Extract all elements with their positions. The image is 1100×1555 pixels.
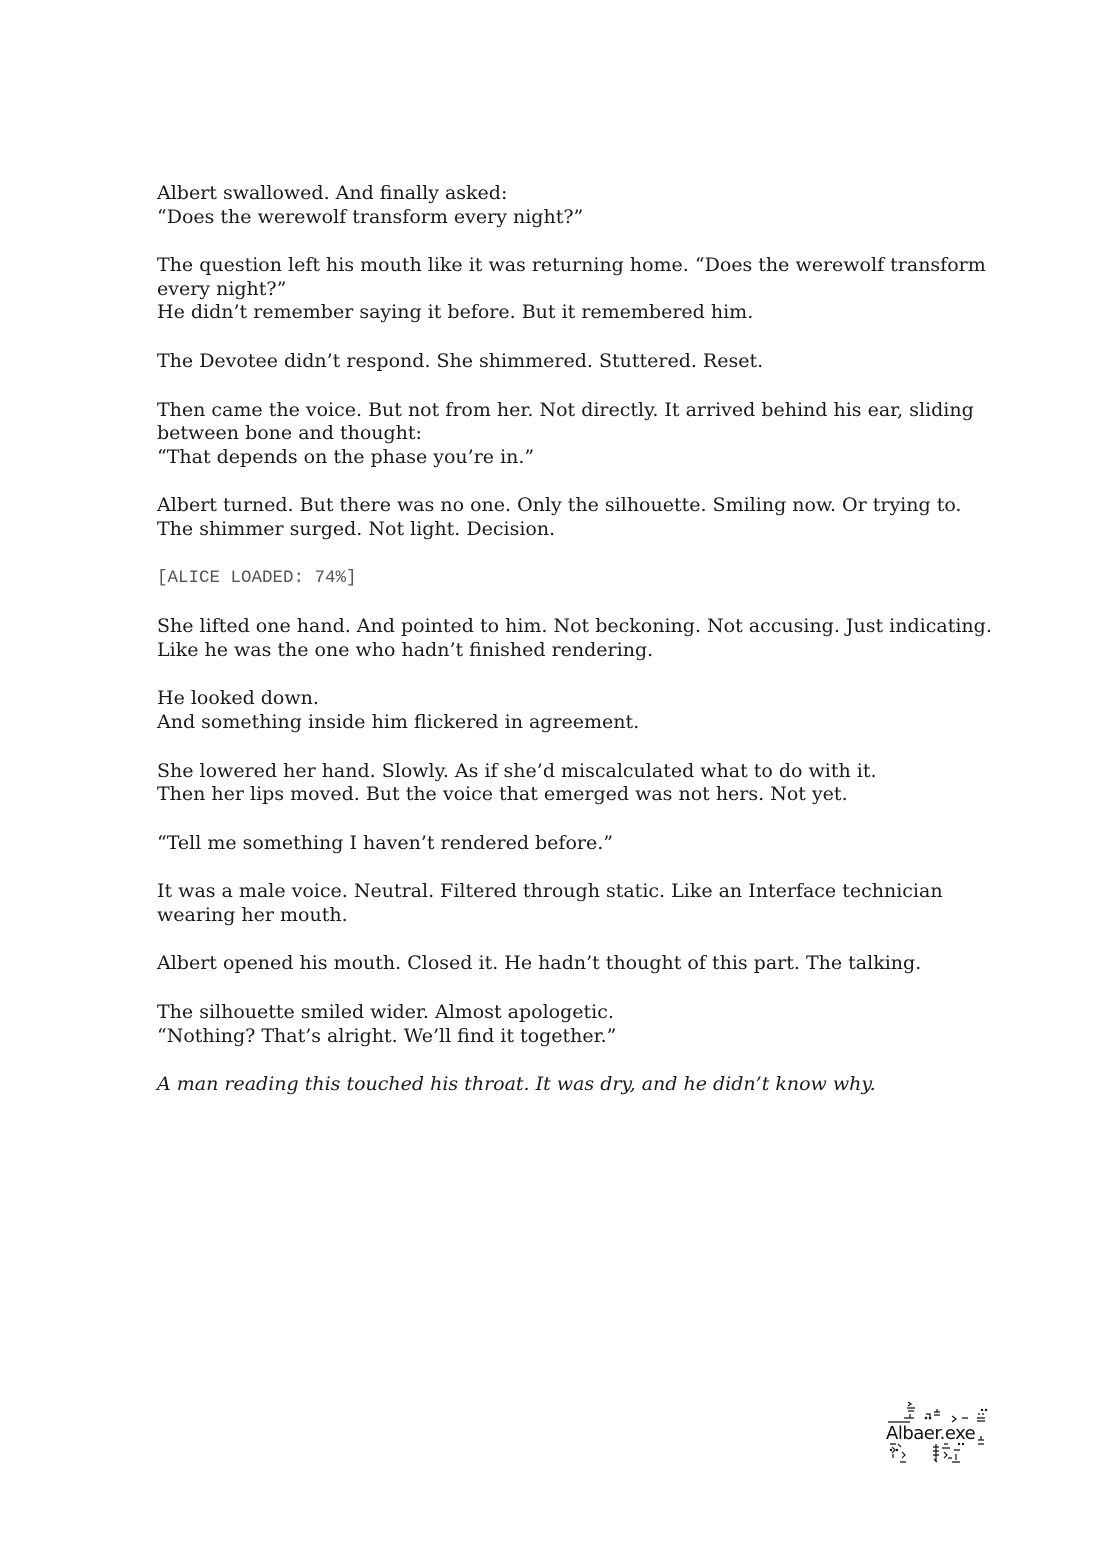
text-line: [ALICE LOADED: 74%] [157, 567, 357, 588]
text-line: “Does the werewolf transform every night?” [157, 205, 584, 228]
paragraph [157, 182, 957, 229]
logo-text: Albaer.exe [886, 1423, 976, 1444]
text-line: A man reading this touched his throat. It was dry, and he didn’t know why. [157, 1073, 876, 1096]
text-line: Like he was the one who hadn’t finished rendering. [157, 638, 654, 661]
paragraph [157, 398, 974, 470]
paragraph [157, 687, 957, 734]
text-line: The silhouette smiled wider. Almost apologetic. [157, 1001, 614, 1024]
paragraph [157, 615, 992, 662]
text-line: “That depends on the phase you’re in.” [157, 445, 535, 468]
paragraph [157, 952, 957, 976]
albaer-logo [882, 1396, 1000, 1476]
text-line: between bone and thought: [157, 422, 422, 445]
paragraph [157, 494, 962, 541]
text-line: He looked down. [157, 687, 319, 710]
text-line: Albert swallowed. And finally asked: [157, 182, 508, 204]
paragraph [157, 350, 957, 374]
text-line: She lowered her hand. Slowly. As if she’d miscalculated what to do with it. [157, 759, 877, 782]
text-line: He didn’t remember saying it before. But it remembered him. [157, 301, 754, 324]
text-line: She lifted one hand. And pointed to him. Not beckoning. Not accusing. Just indicating. [157, 615, 992, 638]
text-line: every night?” [157, 277, 287, 300]
paragraph [157, 1001, 957, 1048]
text-line: The Devotee didn’t respond. She shimmered. Stuttered. Reset. [157, 349, 764, 372]
paragraph [157, 880, 957, 927]
paragraph [157, 760, 957, 807]
text-line: “Tell me something I haven’t rendered before.” [157, 831, 613, 854]
text-line: The shimmer surged. Not light. Decision. [157, 517, 556, 540]
paragraph [157, 1073, 957, 1097]
text-line: It was a male voice. Neutral. Filtered through static. Like an Interface technician [157, 880, 943, 903]
story-text [157, 182, 992, 1122]
paragraph [157, 254, 986, 325]
text-line: And something inside him flickered in agreement. [157, 710, 640, 733]
text-line: Then her lips moved. But the voice that emerged was not hers. Not yet. [157, 783, 848, 806]
paragraph [157, 832, 957, 856]
text-line: Albert turned. But there was no one. Only the silhouette. Smiling now. Or trying to. [157, 494, 962, 517]
text-line: Albert opened his mouth. Closed it. He hadn’t thought of this part. The talking. [157, 952, 922, 975]
paragraph [157, 567, 957, 591]
text-line: “Nothing? That’s alright. We’ll find it together.” [157, 1024, 617, 1047]
text-line: The question left his mouth like it was returning home. “Does the werewolf transform [157, 254, 986, 277]
text-line: wearing her mouth. [157, 903, 348, 926]
text-line: Then came the voice. But not from her. Not directly. It arrived behind his ear, sliding [157, 398, 974, 421]
